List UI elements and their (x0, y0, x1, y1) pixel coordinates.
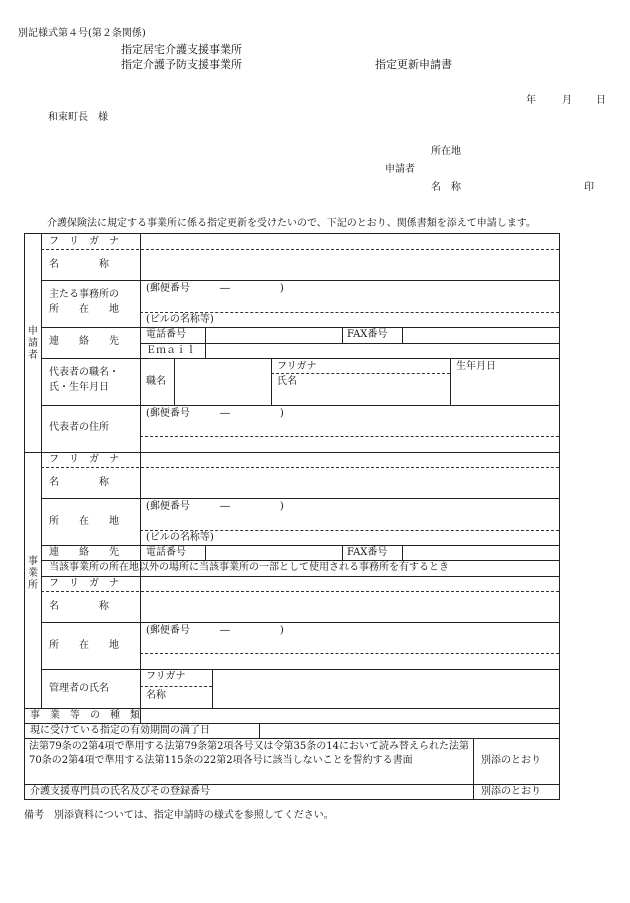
name-label: 名 称 (431, 182, 461, 193)
representative-label-2: 氏・生年月日 (49, 382, 109, 393)
applicant-building-name: (ビルの名称等) (146, 314, 214, 325)
other-office-note: 当該事業所の所在地以外の場所に当該事業所の一部として使用される事務所を有するとき (49, 562, 449, 573)
birthdate-label: 生年月日 (456, 361, 496, 372)
attached-note-1: 別添のとおり (481, 755, 541, 766)
office-contact-label: 連 絡 先 (49, 547, 119, 558)
date-day: 日 (596, 95, 606, 106)
applicant-postal-code: (郵便番号 ― ) (146, 283, 284, 294)
pledge-document-label: 法第79条の2第4項で準用する法第79条第2項各号又は令第35条の14において読み替えられた法第70条の2第4項で準用する法第115条の22第2項各号に該当しないことを誓約する書面 (29, 741, 469, 766)
office-postal-code: (郵便番号 ― ) (146, 501, 284, 512)
office-tel-label: 電話番号 (146, 547, 186, 558)
intro-text: 介護保険法に規定する事業所に係る指定更新を受けたいので、下記のとおり、関係書類を添えて申請します。 (47, 218, 536, 229)
representative-address-label: 代表者の住所 (49, 422, 109, 433)
office2-name-label: 名 称 (49, 601, 109, 612)
applicant-furigana-label: フ リ ガ ナ (49, 236, 119, 247)
date-year: 年 (526, 95, 536, 106)
applicant-contact-label: 連 絡 先 (49, 336, 119, 347)
office-name-label: 名 称 (49, 477, 109, 488)
office-address-label: 所 在 地 (49, 516, 119, 527)
applicant-email-label: Ｅｍａｉｌ (146, 345, 196, 356)
manager-name-field-label: 名称 (146, 690, 166, 701)
representative-name-label: 氏名 (277, 376, 297, 387)
care-manager-label: 介護支援専門員の氏名及びその登録番号 (30, 786, 210, 797)
office-furigana-label: フ リ ガ ナ (49, 454, 119, 465)
office-address-label-1: 主たる事務所の (49, 289, 119, 300)
business-type-label: 事 業 等 の 種 類 (30, 710, 140, 721)
office-building-name: (ビルの名称等) (146, 532, 214, 543)
representative-label-1: 代表者の職名・ (49, 367, 119, 378)
job-title-label: 職名 (146, 376, 166, 387)
applicant-fax-label: FAX番号 (347, 329, 388, 340)
representative-furigana-label: フリガナ (277, 361, 317, 372)
manager-name-label: 管理者の氏名 (49, 683, 109, 694)
applicant-name-label: 名 称 (49, 259, 109, 270)
office-address-label-2: 所 在 地 (49, 304, 119, 315)
address-label: 所在地 (431, 146, 461, 157)
seal-label: 印 (584, 182, 594, 193)
office2-furigana-label: フ リ ガ ナ (49, 578, 119, 589)
office-fax-label: FAX番号 (347, 547, 388, 558)
form-title-suffix: 指定更新申請書 (375, 58, 452, 71)
applicant-label: 申請者 (385, 164, 415, 175)
date-month: 月 (562, 95, 572, 106)
applicant-section-label: 申請者 (28, 326, 38, 361)
office-section-label: 事業所 (28, 556, 38, 591)
addressee: 和束町長 様 (48, 112, 108, 123)
remark-note: 備考 別添資料については、指定申請時の様式を参照してください。 (24, 810, 334, 821)
attached-note-2: 別添のとおり (481, 786, 541, 797)
manager-furigana-label: フリガナ (146, 671, 186, 682)
representative-postal-code: (郵便番号 ― ) (146, 408, 284, 419)
form-number: 別記様式第４号(第２条関係) (18, 28, 146, 39)
office2-address-label: 所 在 地 (49, 640, 119, 651)
expiry-date-label: 現に受けている指定の有効期間の満了日 (30, 725, 210, 736)
office2-postal-code: (郵便番号 ― ) (146, 625, 284, 636)
form-title-line1: 指定居宅介護支援事業所 (121, 43, 242, 56)
applicant-tel-label: 電話番号 (146, 329, 186, 340)
form-title-line2: 指定介護予防支援事業所 (121, 58, 242, 71)
